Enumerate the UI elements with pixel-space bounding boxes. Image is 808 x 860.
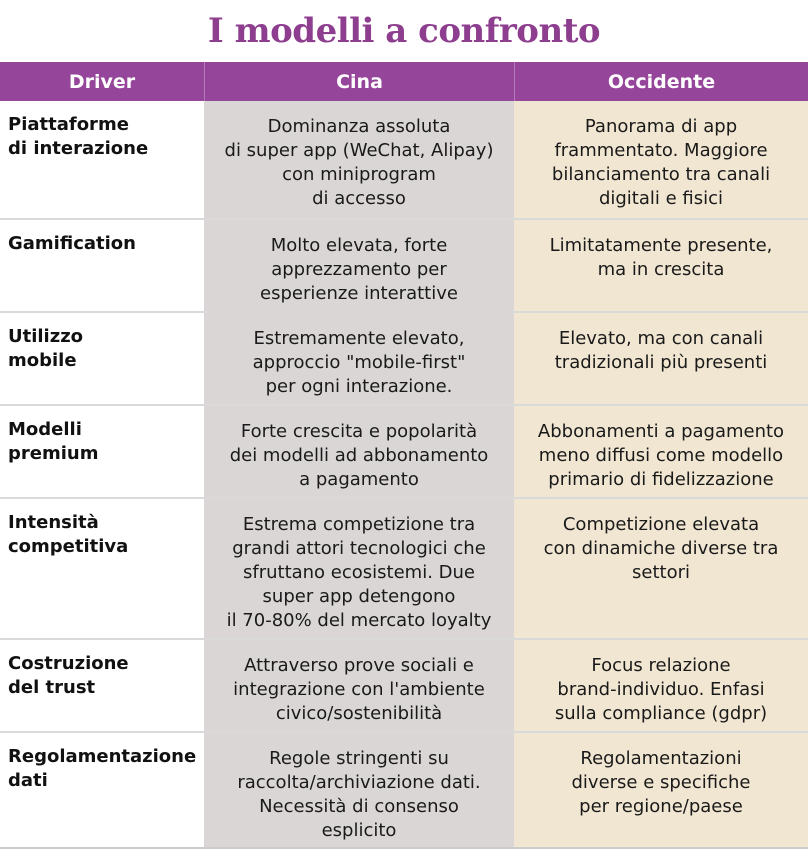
- cina-cell: Estrema competizione tra grandi attori tecnologici che sfruttano ecosistemi. Due super app detengono il 70-80% del mercato loyalty: [204, 499, 514, 638]
- table-row: [0, 733, 808, 849]
- cina-cell: Regole stringenti su raccolta/archiviazione dati. Necessità di consenso esplicito: [204, 733, 514, 847]
- table-row: [0, 313, 808, 406]
- cina-cell: Dominanza assoluta di super app (WeChat, Alipay) con miniprogram di accesso: [204, 101, 514, 218]
- header-driver: Driver: [68, 70, 136, 93]
- comparison-table: [0, 62, 808, 849]
- cina-cell: Attraverso prove sociali e integrazione con l'ambiente civico/sostenibilità: [204, 640, 514, 731]
- occidente-cell: Elevato, ma con canali tradizionali più presenti: [514, 313, 808, 404]
- driver-cell: Piattaforme di interazione: [0, 101, 204, 218]
- occidente-cell: Panorama di app frammentato. Maggiore bilanciamento tra canali digitali e fisici: [514, 101, 808, 218]
- table-row: [0, 101, 808, 220]
- cina-cell: Estremamente elevato, approccio "mobile-first" per ogni interazione.: [204, 313, 514, 404]
- driver-cell: Costruzione del trust: [0, 640, 204, 731]
- occidente-cell: Regolamentazioni diverse e specifiche per regione/paese: [514, 733, 808, 847]
- occidente-cell: Competizione elevata con dinamiche diverse tra settori: [514, 499, 808, 638]
- table-row: [0, 220, 808, 313]
- occidente-cell: Abbonamenti a pagamento meno diffusi come modello primario di fidelizzazione: [514, 406, 808, 497]
- driver-cell: Regolamentazione dati: [0, 733, 204, 847]
- driver-cell: Gamification: [0, 220, 204, 311]
- header-cina: Cina: [204, 62, 514, 101]
- driver-cell: Modelli premium: [0, 406, 204, 497]
- occidente-cell: Limitatamente presente, ma in crescita: [514, 220, 808, 311]
- page-title: I modelli a confronto: [207, 11, 601, 51]
- cina-cell: Molto elevata, forte apprezzamento per esperienze interattive: [204, 220, 514, 311]
- driver-cell: Intensità competitiva: [0, 499, 204, 638]
- table-header: [0, 62, 808, 101]
- occidente-cell: Focus relazione brand-individuo. Enfasi sulla compliance (gdpr): [514, 640, 808, 731]
- header-occidente: Occidente: [514, 62, 808, 101]
- table-row: [0, 640, 808, 733]
- table-row: [0, 499, 808, 640]
- table-row: [0, 406, 808, 499]
- cina-cell: Forte crescita e popolarità dei modelli ad abbonamento a pagamento: [204, 406, 514, 497]
- driver-cell: Utilizzo mobile: [0, 313, 204, 404]
